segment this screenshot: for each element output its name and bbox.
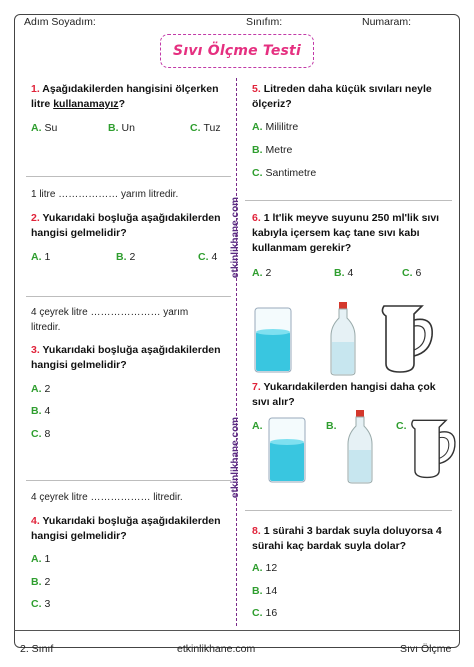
- q7-option-b[interactable]: [326, 420, 340, 432]
- question-number: 1.: [31, 83, 40, 95]
- statement-3b: litredir.: [31, 322, 61, 333]
- question-3: [31, 343, 231, 373]
- question-text: 1 sürahi 3 bardak suyla doluyorsa 4: [263, 525, 442, 537]
- question-number: 3.: [31, 344, 40, 356]
- q8-option-c[interactable]: [252, 607, 277, 619]
- glass-pitcher-icon: [378, 302, 438, 374]
- q1-option-b[interactable]: [108, 122, 135, 134]
- option-text: 4: [347, 267, 354, 279]
- option-text: 2: [44, 576, 51, 588]
- water-bottle-icon: [346, 410, 374, 484]
- q5-option-b[interactable]: [252, 144, 292, 156]
- option-letter: B.: [326, 420, 337, 432]
- option-letter: C.: [252, 607, 263, 619]
- q6-option-a[interactable]: [252, 267, 271, 279]
- separator: [245, 510, 452, 511]
- option-text: Su: [44, 122, 58, 134]
- question-text: sıvı alır?: [252, 396, 295, 408]
- separator: [26, 480, 231, 481]
- question-text: litre: [31, 98, 51, 110]
- option-text: 12: [265, 562, 278, 574]
- question-8: [252, 524, 457, 554]
- option-letter: B.: [31, 576, 42, 588]
- option-text: 1: [44, 553, 51, 565]
- q7-option-a[interactable]: [252, 420, 266, 432]
- q5-option-c[interactable]: [252, 167, 316, 179]
- separator: [245, 200, 452, 201]
- option-letter: C.: [396, 420, 407, 432]
- question-text: sürahi kaç bardak suyla dolar?: [252, 540, 407, 552]
- option-text: Tuz: [203, 122, 221, 134]
- q4-option-b[interactable]: [31, 576, 50, 588]
- glass-of-water-icon: [253, 306, 293, 374]
- option-letter: A.: [252, 121, 263, 133]
- question-7: [252, 380, 457, 410]
- statement-2: 1 litre ……………… yarım litredir.: [31, 189, 179, 200]
- q6-option-c[interactable]: [402, 267, 421, 279]
- q2-option-a[interactable]: [31, 251, 50, 263]
- question-4: [31, 514, 231, 544]
- q8-option-b[interactable]: [252, 585, 277, 597]
- footer-website[interactable]: etkinlikhane.com: [177, 643, 256, 655]
- option-text: 14: [265, 585, 278, 597]
- statement-4: 4 çeyrek litre ……………… litredir.: [31, 492, 183, 503]
- question-text: Aşağıdakilerden hangisini ölçerken: [42, 83, 219, 95]
- option-letter: A.: [252, 420, 263, 432]
- option-letter: B.: [108, 122, 119, 134]
- option-text: 4: [211, 251, 218, 263]
- question-number: 4.: [31, 515, 40, 527]
- option-text: 2: [129, 251, 136, 263]
- number-label: Numaram:: [362, 16, 412, 28]
- option-letter: B.: [31, 405, 42, 417]
- option-text: 2: [265, 267, 272, 279]
- q1-option-c[interactable]: [190, 122, 221, 134]
- question-2: [31, 211, 231, 241]
- option-text: 1: [44, 251, 51, 263]
- option-letter: B.: [252, 144, 263, 156]
- column-divider: [236, 78, 237, 626]
- question-text: hangisi gelmelidir?: [31, 359, 127, 371]
- question-text: Yukarıdaki boşluğa aşağıdakilerden: [42, 515, 221, 527]
- option-letter: B.: [334, 267, 345, 279]
- question-number: 5.: [252, 83, 261, 95]
- option-text: Metre: [265, 144, 293, 156]
- footer-divider: [14, 630, 460, 631]
- q3-option-b[interactable]: [31, 405, 50, 417]
- question-text: kullanmam gerekir?: [252, 242, 352, 254]
- question-text: ölçeriz?: [252, 98, 292, 110]
- name-label: Adım Soyadım:: [24, 16, 96, 28]
- question-1: [31, 82, 231, 112]
- question-text: Yukarıdaki boşluğa aşağıdakilerden: [42, 344, 221, 356]
- option-letter: A.: [31, 122, 42, 134]
- class-label: Sınıfım:: [246, 16, 283, 28]
- q3-option-c[interactable]: [31, 428, 50, 440]
- question-text: hangisi gelmelidir?: [31, 530, 127, 542]
- q4-option-c[interactable]: [31, 598, 50, 610]
- option-letter: C.: [402, 267, 413, 279]
- q2-option-b[interactable]: [116, 251, 135, 263]
- option-text: Santimetre: [265, 167, 317, 179]
- option-letter: A.: [31, 251, 42, 263]
- option-text: 16: [265, 607, 278, 619]
- option-letter: A.: [252, 267, 263, 279]
- glass-of-water-icon: [267, 416, 307, 484]
- question-5: [252, 82, 457, 112]
- question-6: [252, 211, 457, 256]
- option-letter: A.: [252, 562, 263, 574]
- question-number: 2.: [31, 212, 40, 224]
- watermark-lower: etkinlikhane.com: [230, 416, 242, 499]
- watermark-upper: etkinlikhane.com: [230, 196, 242, 279]
- question-text-underlined: kullanamayız: [53, 98, 119, 110]
- question-text: Litreden daha küçük sıvıları neyle: [263, 83, 432, 95]
- option-text: Mililitre: [265, 121, 299, 133]
- q2-option-c[interactable]: [198, 251, 217, 263]
- question-number: 6.: [252, 212, 261, 224]
- option-letter: B.: [252, 585, 263, 597]
- q4-option-a[interactable]: [31, 553, 50, 565]
- question-text: ?: [118, 98, 125, 110]
- q1-option-a[interactable]: [31, 122, 57, 134]
- question-text: hangisi gelmelidir?: [31, 227, 127, 239]
- glass-pitcher-icon: [408, 410, 460, 486]
- q8-option-a[interactable]: [252, 562, 277, 574]
- q3-option-a[interactable]: [31, 383, 50, 395]
- option-letter: C.: [190, 122, 201, 134]
- separator: [26, 296, 231, 297]
- question-number: 8.: [252, 525, 261, 537]
- question-text: 1 lt'lik meyve suyunu 250 ml'lik sıvı: [263, 212, 440, 224]
- option-text: Un: [121, 122, 135, 134]
- question-text: Yukarıdaki boşluğa aşağıdakilerden: [42, 212, 221, 224]
- option-letter: C.: [252, 167, 263, 179]
- option-text: 4: [44, 405, 51, 417]
- footer-grade: 2. Sınıf: [20, 643, 54, 655]
- title-box: [160, 34, 314, 68]
- statement-3a: 4 çeyrek litre ………………… yarım: [31, 307, 189, 318]
- page-title: Sıvı Ölçme Testi: [173, 43, 301, 59]
- option-letter: C.: [31, 598, 42, 610]
- separator: [26, 176, 231, 177]
- option-letter: B.: [116, 251, 127, 263]
- option-text: 2: [44, 383, 51, 395]
- q6-option-b[interactable]: [334, 267, 353, 279]
- option-text: 3: [44, 598, 51, 610]
- question-number: 7.: [252, 381, 261, 393]
- option-letter: C.: [31, 428, 42, 440]
- option-letter: C.: [198, 251, 209, 263]
- option-letter: A.: [31, 553, 42, 565]
- question-text: Yukarıdakilerden hangisi daha çok: [263, 381, 436, 393]
- option-text: 6: [415, 267, 422, 279]
- q5-option-a[interactable]: [252, 121, 298, 133]
- option-letter: A.: [31, 383, 42, 395]
- question-text: kabıyla içersem kaç tane sıvı kabı: [252, 227, 420, 239]
- water-bottle-icon: [329, 302, 357, 376]
- option-text: 8: [44, 428, 51, 440]
- footer-topic: Sıvı Ölçme: [400, 643, 452, 655]
